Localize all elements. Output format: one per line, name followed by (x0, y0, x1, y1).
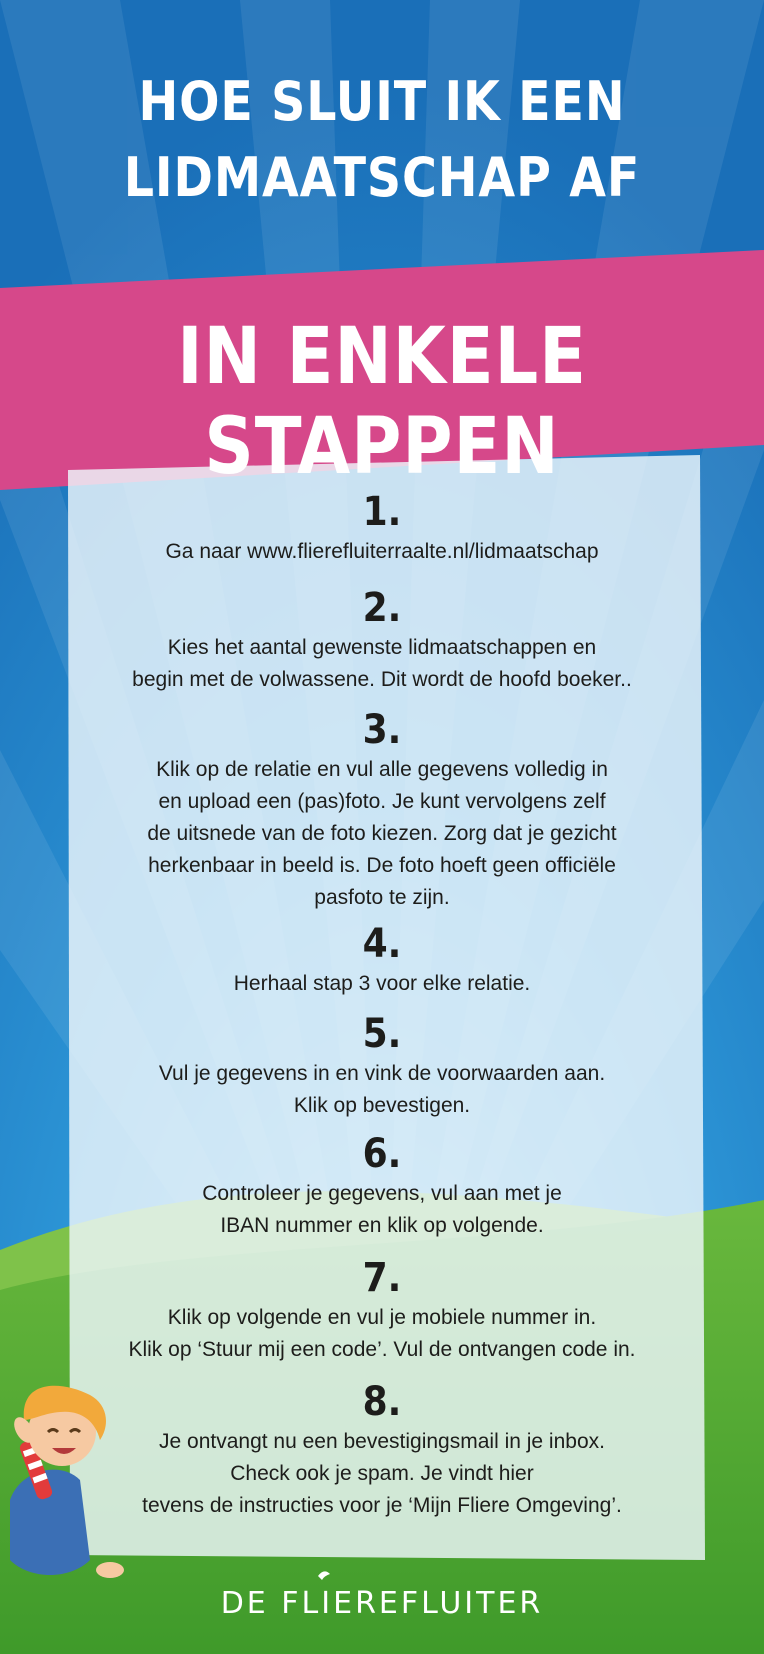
step-text: Kies het aantal gewenste lidmaatschappen en begin met de volwassene. Dit wordt de hoofd boeker.. (132, 636, 632, 691)
step-number: 5. (362, 1011, 402, 1057)
step-4 (70, 922, 694, 1000)
step-1 (70, 490, 694, 568)
banner-title: IN ENKELE STAPPEN (177, 312, 587, 492)
step-3 (70, 708, 694, 914)
step-7 (70, 1256, 694, 1366)
step-number: 3. (362, 707, 402, 753)
step-number: 7. (362, 1255, 402, 1301)
step-text: Je ontvangt nu een bevestigingsmail in je inbox. Check ook je spam. Je vindt hier tevens de instructies voor je ‘Mijn Fliere Omgeving’. (142, 1430, 622, 1517)
title-line-2: LIDMAATSCHAP AF (123, 146, 641, 209)
step-number: 2. (362, 585, 402, 631)
brand-logo: DE FLIEREFLUITER (220, 1586, 544, 1621)
step-text: Klik op de relatie en vul alle gegevens volledig in en upload een (pas)foto. Je kunt vervolgens zelf de uitsnede van de foto kiezen. Zorg dat je gezicht herkenbaar in beeld is. De foto hoeft geen officiële pasfoto te zijn. (147, 758, 617, 909)
step-5 (70, 1012, 694, 1122)
step-number: 6. (362, 1131, 402, 1177)
step-text: Controleer je gegevens, vul aan met je IBAN nummer en klik op volgende. (202, 1182, 562, 1237)
step-number: 4. (362, 921, 402, 967)
title-line-1: HOE SLUIT IK EEN (138, 70, 626, 133)
step-number: 1. (362, 489, 402, 535)
step-6 (70, 1132, 694, 1242)
step-text: Vul je gegevens in en vink de voorwaarden aan. Klik op bevestigen. (158, 1062, 606, 1117)
step-8 (70, 1380, 694, 1522)
step-text: Klik op volgende en vul je mobiele nummer in. Klik op ‘Stuur mij een code’. Vul de ontvangen code in. (128, 1306, 636, 1361)
step-text: Ga naar www.flierefluiterraalte.nl/lidmaatschap (165, 540, 599, 563)
step-2 (70, 586, 694, 696)
step-text: Herhaal stap 3 voor elke relatie. (233, 972, 531, 995)
step-number: 8. (362, 1379, 402, 1425)
